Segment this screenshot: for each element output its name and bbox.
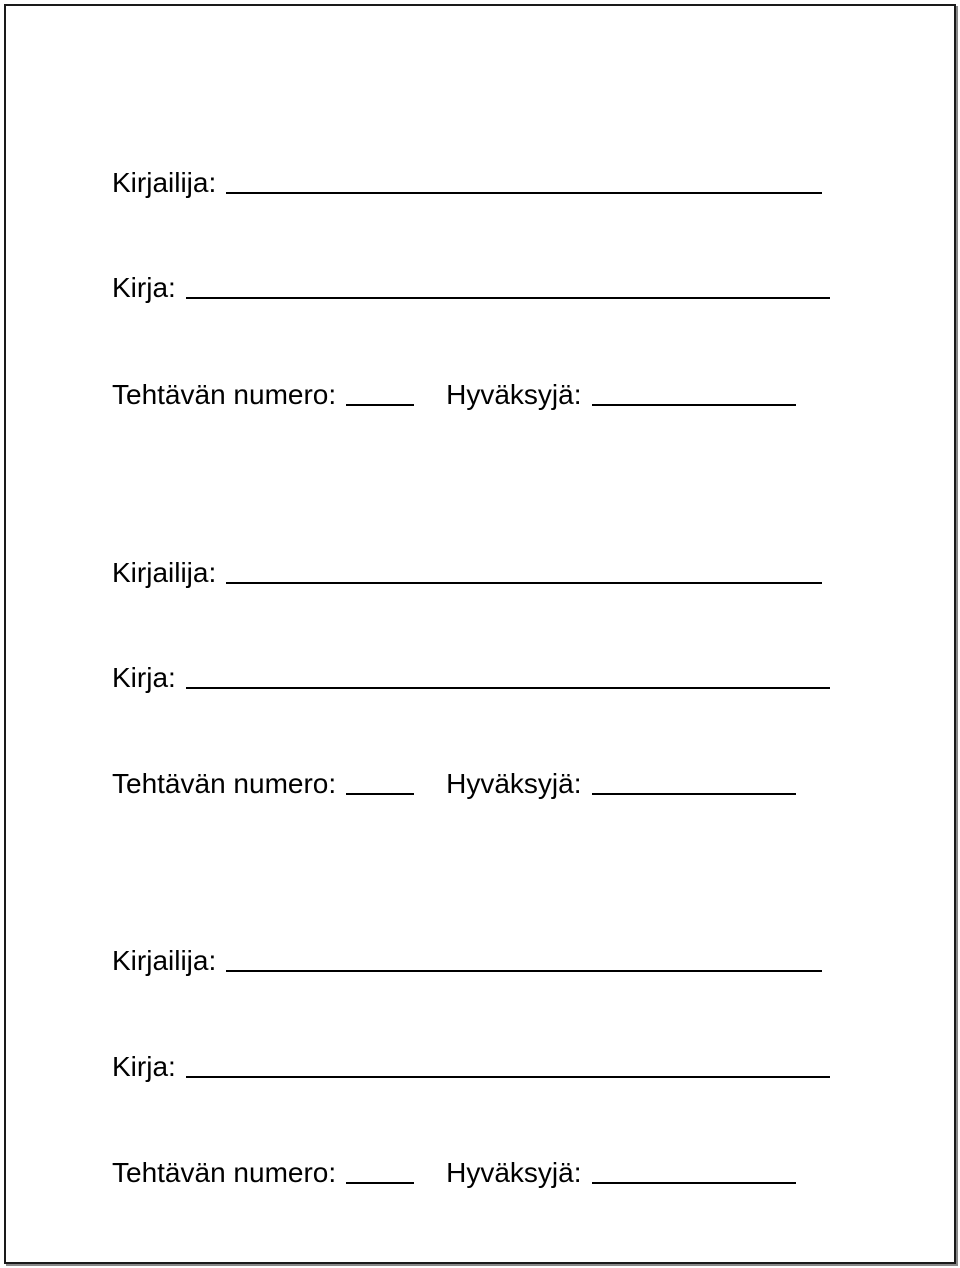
book-row: [112, 1044, 830, 1084]
approver-blank[interactable]: [592, 404, 796, 406]
task-number-blank[interactable]: [346, 1182, 414, 1184]
book-label: Kirja:: [112, 272, 176, 303]
approver-label: Hyväksyjä:: [446, 1157, 582, 1188]
task-number-blank[interactable]: [346, 793, 414, 795]
author-blank[interactable]: [226, 582, 822, 584]
task-number-label: Tehtävän numero:: [112, 1157, 337, 1188]
approver-label: Hyväksyjä:: [446, 768, 582, 799]
author-row: [112, 550, 822, 590]
author-row: [112, 938, 822, 978]
approver-blank[interactable]: [592, 793, 796, 795]
task-approver-row: [112, 1150, 796, 1190]
book-row: [112, 265, 830, 305]
task-number-label: Tehtävän numero:: [112, 768, 337, 799]
approver-label: Hyväksyjä:: [446, 379, 582, 410]
task-approver-row: [112, 761, 796, 801]
book-blank[interactable]: [186, 687, 830, 689]
author-label: Kirjailija:: [112, 557, 217, 588]
task-number-label: Tehtävän numero:: [112, 379, 337, 410]
book-label: Kirja:: [112, 1051, 176, 1082]
book-blank[interactable]: [186, 1076, 830, 1078]
author-row: [112, 160, 822, 200]
task-number-blank[interactable]: [346, 404, 414, 406]
book-row: [112, 655, 830, 695]
task-approver-row: [112, 372, 796, 412]
author-blank[interactable]: [226, 970, 822, 972]
book-label: Kirja:: [112, 662, 176, 693]
author-label: Kirjailija:: [112, 167, 217, 198]
author-blank[interactable]: [226, 192, 822, 194]
book-blank[interactable]: [186, 297, 830, 299]
approver-blank[interactable]: [592, 1182, 796, 1184]
author-label: Kirjailija:: [112, 945, 217, 976]
